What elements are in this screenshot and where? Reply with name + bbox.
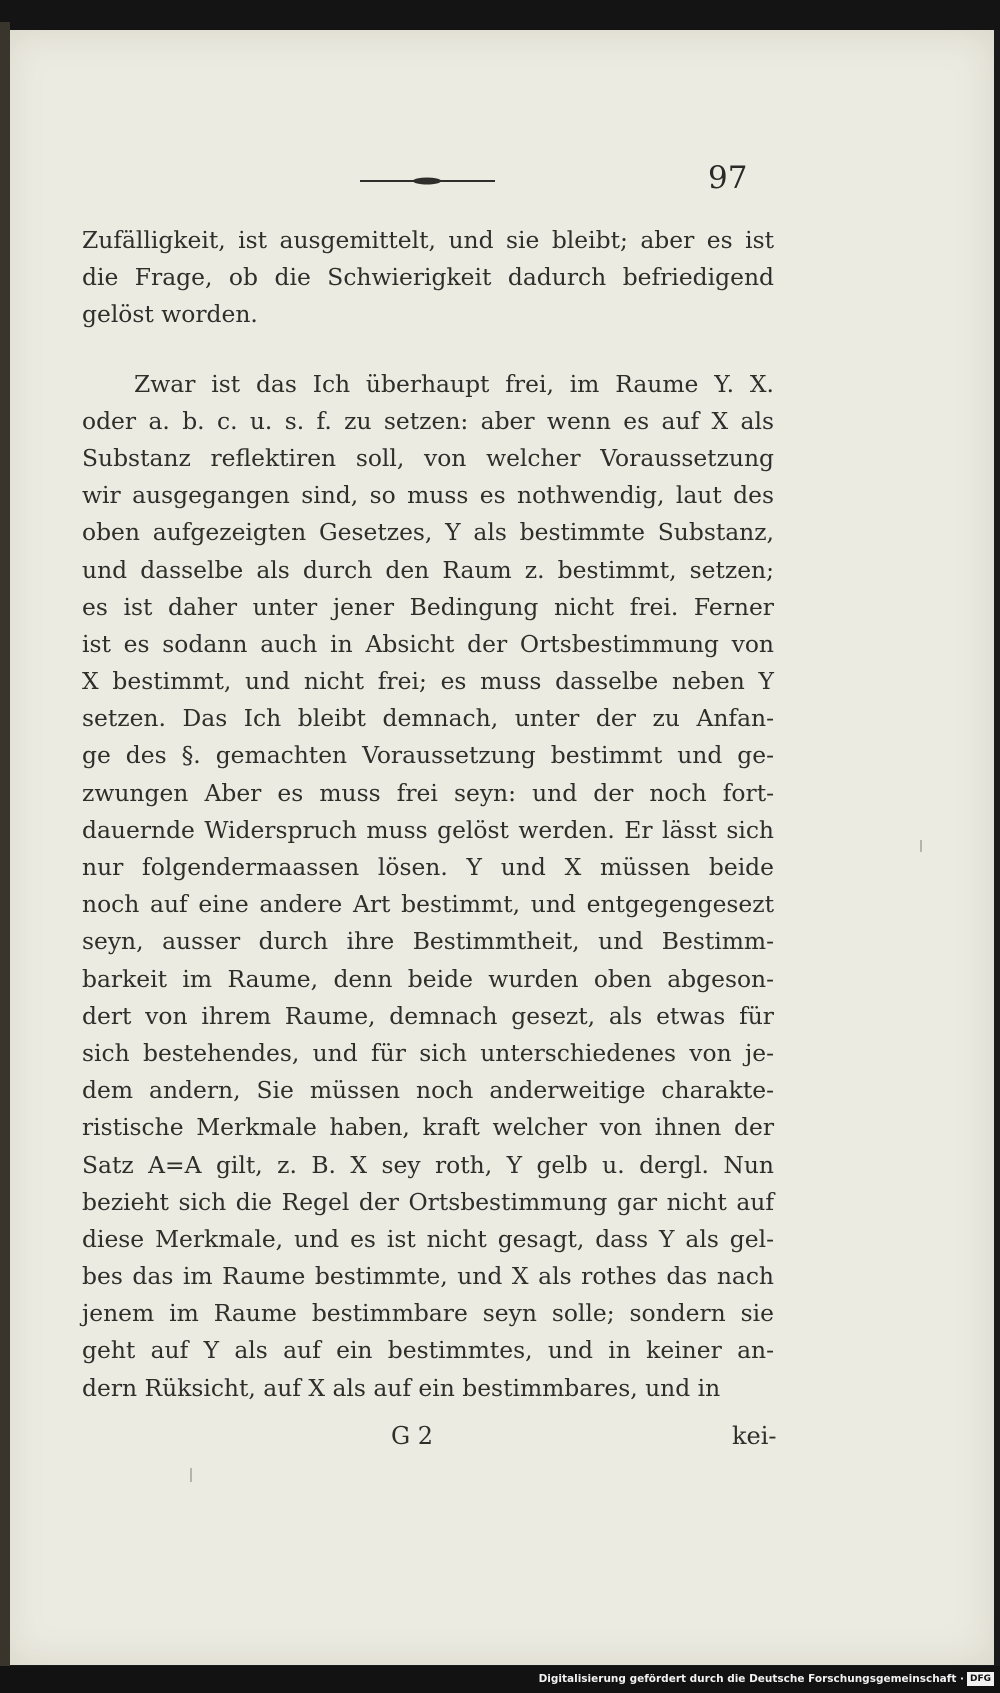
text-line: seyn, ausser durch ihre Bestimmtheit, und Bestimm- [82, 927, 774, 956]
text-line: dauernde Widerspruch muss gelöst werden. Er lässt sich [82, 815, 774, 844]
text-line: ge des §. gemachten Voraussetzung bestimmt und ge- [82, 741, 774, 770]
text-line: und dasselbe als durch den Raum z. bestimmt, setzen; [82, 555, 774, 584]
text-line: Substanz reflektiren soll, von welcher Voraussetzung [82, 443, 774, 472]
catchword: kei- [732, 1422, 777, 1450]
text-line: Zwar ist das Ich überhaupt frei, im Raume Y. X. [134, 369, 774, 398]
text-line: dem andern, Sie müssen noch anderweitige charakte- [82, 1076, 774, 1105]
paragraph-gap [82, 334, 774, 366]
digitization-credit: Digitalisierung gefördert durch die Deutsche Forschungsgemeinschaft · [538, 1673, 964, 1685]
paragraph-2 [82, 366, 774, 1407]
text-line: Satz A=A gilt, z. B. X sey roth, Y gelb u. dergl. Nun [82, 1150, 774, 1179]
text-line: X bestimmt, und nicht frei; es muss dasselbe neben Y [82, 667, 774, 696]
text-line: gelöst worden. [82, 300, 258, 329]
text-line: die Frage, ob die Schwierigkeit dadurch befriedigend [82, 263, 774, 292]
text-line: es ist daher unter jener Bedingung nicht frei. Ferner [82, 592, 774, 621]
text-line: ist es sodann auch in Absicht der Ortsbestimmung von [82, 629, 774, 658]
signature-mark: G 2 [391, 1422, 434, 1450]
scan-top-border [0, 0, 1000, 30]
page-number: 97 [708, 160, 748, 196]
text-line: dert von ihrem Raume, demnach gesezt, als etwas für [82, 1001, 774, 1030]
text-line: geht auf Y als auf ein bestimmtes, und in keiner an- [82, 1336, 774, 1365]
text-line: ristische Merkmale haben, kraft welcher von ihnen der [82, 1113, 774, 1142]
text-line: zwungen Aber es muss frei seyn: und der noch fort- [82, 778, 774, 807]
text-line: bes das im Raume bestimmte, und X als rothes das nach [82, 1262, 774, 1291]
text-line: diese Merkmale, und es ist nicht gesagt, dass Y als gel- [82, 1224, 774, 1253]
text-line: jenem im Raume bestimmbare seyn solle; sondern sie [82, 1299, 774, 1328]
page-mark [920, 840, 922, 852]
page-mark [190, 1468, 192, 1482]
text-line: oben aufgezeigten Gesetzes, Y als bestimmte Substanz, [82, 518, 774, 547]
text-line: noch auf eine andere Art bestimmt, und entgegengesezt [82, 890, 774, 919]
page-binding-edge [0, 22, 10, 1667]
text-line: Zufälligkeit, ist ausgemittelt, und sie bleibt; aber es ist [82, 226, 774, 254]
text-line: setzen. Das Ich bleibt demnach, unter der zu Anfan- [82, 704, 774, 733]
body-text [82, 222, 774, 1407]
text-line: oder a. b. c. u. s. f. zu setzen: aber wenn es auf X als [82, 406, 774, 435]
header-ornament [360, 175, 495, 187]
text-line: nur folgendermaassen lösen. Y und X müssen beide [82, 853, 774, 881]
text-line: bezieht sich die Regel der Ortsbestimmung gar nicht auf [82, 1187, 774, 1216]
text-line: barkeit im Raume, denn beide wurden oben abgeson- [82, 964, 774, 993]
text-line: dern Rüksicht, auf X als auf ein bestimmbares, und in [82, 1373, 721, 1402]
text-line: wir ausgegangen sind, so muss es nothwendig, laut des [82, 481, 774, 510]
paragraph-1 [82, 222, 774, 334]
dfg-logo: DFG [967, 1672, 994, 1686]
text-line: sich bestehendes, und für sich unterschiedenes von je- [82, 1038, 774, 1067]
